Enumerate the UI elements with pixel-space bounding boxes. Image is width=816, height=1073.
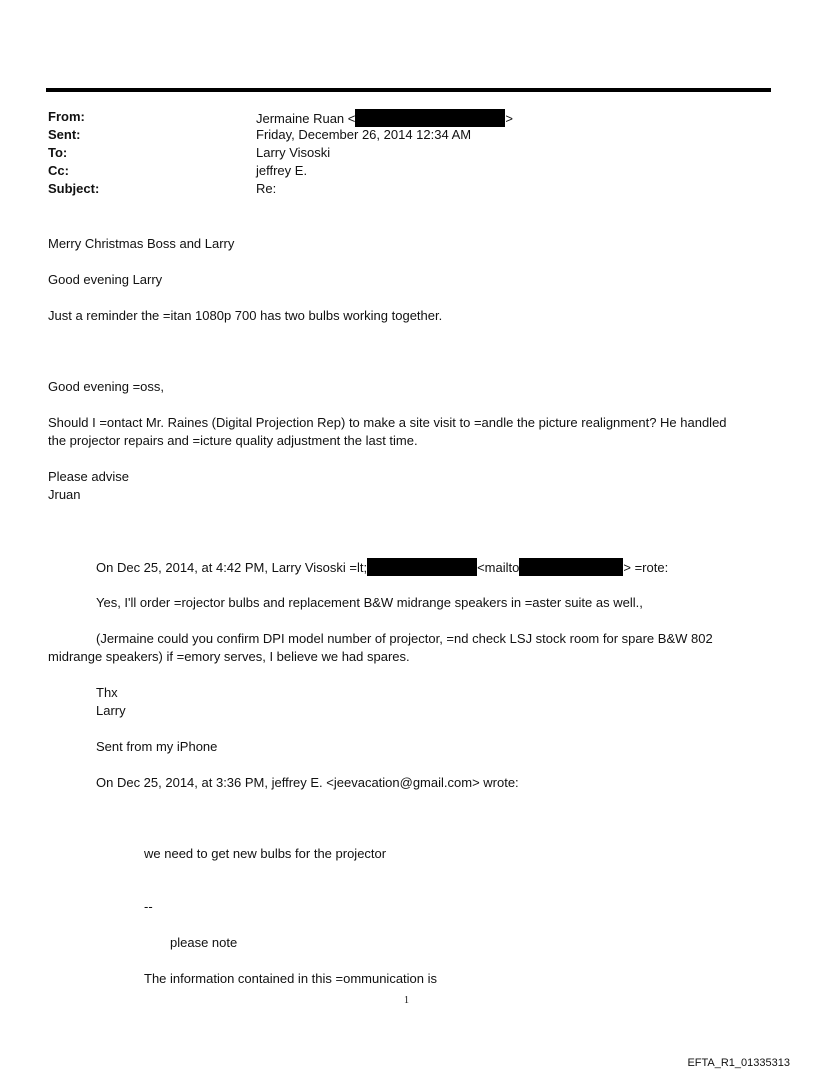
subject-label: Subject: xyxy=(48,181,100,196)
quote-intro-end: > =rote: xyxy=(623,560,669,575)
body-line: Good evening =oss, xyxy=(48,379,164,394)
quote-intro xyxy=(96,558,668,577)
quote-line: (Jermaine could you confirm DPI model number of projector, =nd check LSJ stock room for spare B&W 802 xyxy=(96,631,713,646)
from-name: Jermaine Ruan < xyxy=(256,111,356,126)
quote-intro: On Dec 25, 2014, at 3:36 PM, jeffrey E. <jeevacation@gmail.com> wrote: xyxy=(96,775,519,790)
cc-value: jeffrey E. xyxy=(256,163,308,178)
from-value xyxy=(256,109,513,127)
redaction-box xyxy=(355,109,505,127)
sent-value: Friday, December 26, 2014 12:34 AM xyxy=(256,127,472,142)
header-divider xyxy=(46,88,771,92)
body-line: Should I =ontact Mr. Raines (Digital Projection Rep) to make a site visit to =andle the picture realignment? He handled xyxy=(48,415,727,430)
body-line: Please advise xyxy=(48,469,129,484)
quote-line: please note xyxy=(170,935,238,950)
quote-line: we need to get new bulbs for the projector xyxy=(144,846,387,861)
document-id: EFTA_R1_01335313 xyxy=(687,1057,790,1069)
body-line: Just a reminder the =itan 1080p 700 has two bulbs working together. xyxy=(48,308,443,323)
quote-signature: Larry xyxy=(96,703,126,718)
signature-separator: -- xyxy=(144,899,153,914)
subject-value: Re: xyxy=(256,181,277,196)
quote-line: Thx xyxy=(96,685,118,700)
quote-line: midrange speakers) if =emory serves, I believe we had spares. xyxy=(48,649,410,664)
from-close: > xyxy=(505,111,513,126)
quote-line: Sent from my iPhone xyxy=(96,739,218,754)
quote-intro-text: On Dec 25, 2014, at 4:42 PM, Larry Visoski =lt; xyxy=(96,560,368,575)
signature-name: Jruan xyxy=(48,487,81,502)
body-line: the projector repairs and =icture quality adjustment the last time. xyxy=(48,433,418,448)
from-label: From: xyxy=(48,109,85,124)
page-number: 1 xyxy=(404,995,409,1006)
to-value: Larry Visoski xyxy=(256,145,331,160)
redaction-box xyxy=(519,558,623,576)
quote-line: Yes, I'll order =rojector bulbs and replacement B&W midrange speakers in =aster suite as well., xyxy=(96,595,643,610)
cc-label: Cc: xyxy=(48,163,69,178)
body-line: Good evening Larry xyxy=(48,272,163,287)
to-label: To: xyxy=(48,145,68,160)
mailto-text: <mailto xyxy=(477,560,520,575)
body-greeting: Merry Christmas Boss and Larry xyxy=(48,236,235,251)
sent-label: Sent: xyxy=(48,127,81,142)
quote-line: The information contained in this =ommunication is xyxy=(144,971,438,986)
redaction-box xyxy=(367,558,477,576)
